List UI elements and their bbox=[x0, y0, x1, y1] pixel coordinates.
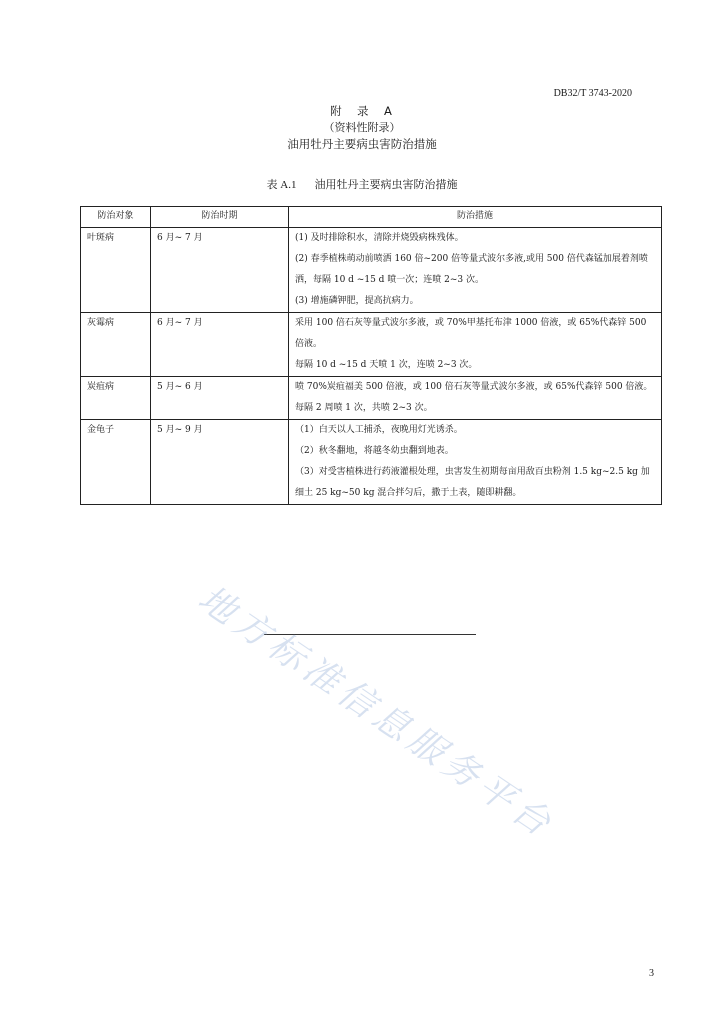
control-measures-table bbox=[80, 206, 662, 505]
measure-line: 采用 100 倍石灰等量式波尔多液，或 70%甲基托布津 1000 倍液，或 65%代森锌 500 倍液。 bbox=[295, 318, 647, 349]
row-measures bbox=[289, 377, 662, 420]
row-period: 6 月~ 7 月 bbox=[151, 313, 289, 377]
annex-label: 附 录 A bbox=[330, 104, 394, 118]
page-number: 3 bbox=[649, 968, 654, 979]
measure-line: （1）白天以人工捕杀，夜晚用灯光诱杀。 bbox=[295, 425, 463, 435]
measure-line: (3) 增施磷钾肥，提高抗病力。 bbox=[295, 296, 419, 306]
measure-line: 每隔 10 d ~15 d 天喷 1 次，连喷 2~3 次。 bbox=[295, 360, 478, 370]
row-measures bbox=[289, 420, 662, 505]
table-row bbox=[81, 313, 662, 377]
header-target: 防治对象 bbox=[81, 207, 151, 228]
measure-line: (1) 及时排除积水，清除并烧毁病株残体。 bbox=[295, 233, 464, 243]
row-target: 炭疽病 bbox=[81, 377, 151, 420]
row-period: 5 月~ 6 月 bbox=[151, 377, 289, 420]
row-target: 叶斑病 bbox=[81, 228, 151, 313]
table-caption bbox=[0, 176, 724, 192]
table-row bbox=[81, 420, 662, 505]
row-measures bbox=[289, 313, 662, 377]
measure-line: （3）对受害植株进行药液灌根处理，虫害发生初期每亩用敌百虫粉剂 1.5 kg~2.5 kg 加细土 25 kg~50 kg 混合拌匀后，撒于土表，随即耕翻。 bbox=[295, 467, 650, 498]
document-code: DB32/T 3743-2020 bbox=[553, 88, 632, 99]
row-target: 灰霉病 bbox=[81, 313, 151, 377]
row-period: 5 月~ 9 月 bbox=[151, 420, 289, 505]
table-row bbox=[81, 228, 662, 313]
annex-title: 油用牡丹主要病虫害防治措施 bbox=[287, 137, 437, 151]
measure-line: (2) 春季植株萌动前喷洒 160 倍~200 倍等量式波尔多液,或用 500 倍代森锰加展着剂喷洒，每隔 10 d ~15 d 喷一次；连喷 2~3 次。 bbox=[295, 254, 648, 285]
annex-heading bbox=[0, 103, 724, 153]
row-measures bbox=[289, 228, 662, 313]
row-target: 金龟子 bbox=[81, 420, 151, 505]
header-period: 防治时期 bbox=[151, 207, 289, 228]
table-caption-text: 油用牡丹主要病虫害防治措施 bbox=[314, 178, 458, 191]
measure-line: 喷 70%炭疽福美 500 倍液，或 100 倍石灰等量式波尔多液，或 65%代森锌 500 倍液。 bbox=[295, 382, 653, 392]
header-measures: 防治措施 bbox=[289, 207, 662, 228]
table-number: 表 A.1 bbox=[266, 179, 297, 191]
annex-nature: （资料性附录） bbox=[323, 121, 401, 134]
measure-line: 每隔 2 周喷 1 次，共喷 2~3 次。 bbox=[295, 403, 433, 413]
table-row bbox=[81, 377, 662, 420]
measure-line: （2）秋冬翻地，将越冬幼虫翻到地表。 bbox=[295, 446, 454, 456]
table-header-row bbox=[81, 207, 662, 228]
watermark: 地方标准信息服务平台 bbox=[190, 578, 562, 847]
row-period: 6 月~ 7 月 bbox=[151, 228, 289, 313]
